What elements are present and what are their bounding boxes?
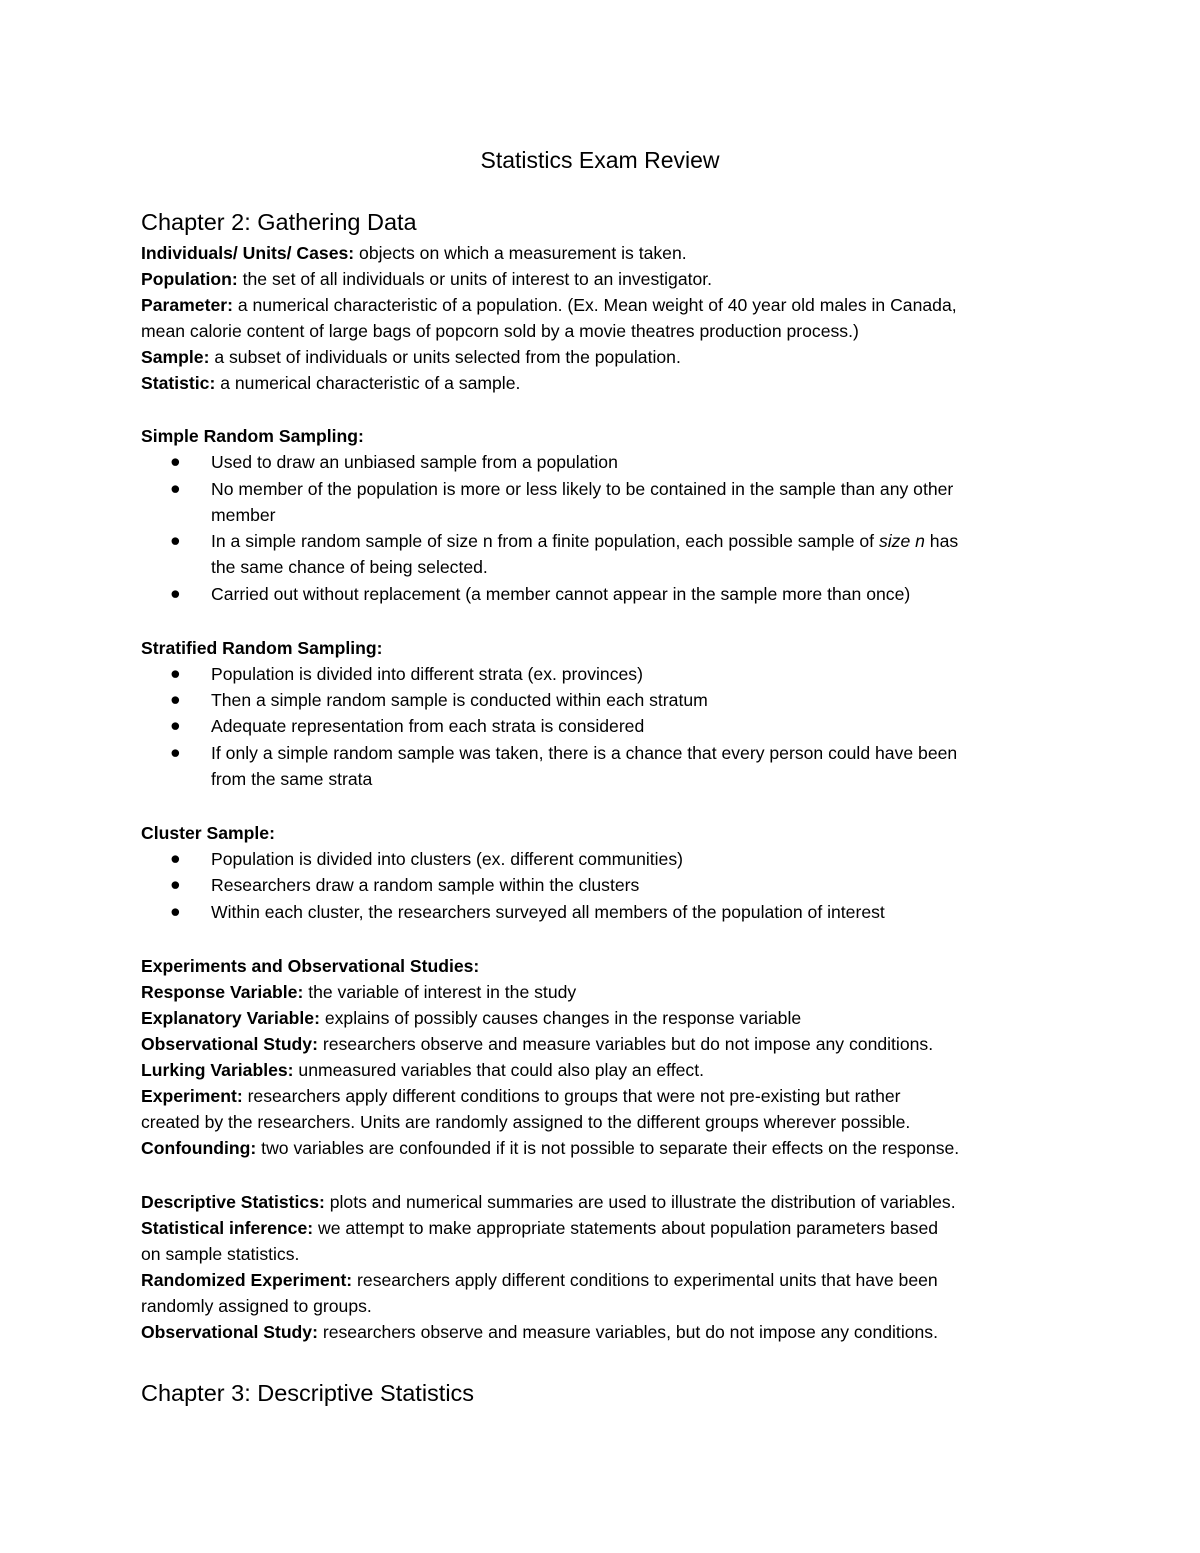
bullet-icon: ● xyxy=(170,848,181,868)
term: Explanatory Variable: xyxy=(141,1008,320,1028)
definition-text: the set of all individuals or units of interest to an investigator. xyxy=(237,269,713,289)
list-item: Researchers draw a random sample within the clusters xyxy=(211,875,640,895)
term: Sample: xyxy=(141,347,210,367)
bullet-icon: ● xyxy=(170,901,181,921)
definition-text: plots and numerical summaries are used to illustrate the distribution of variables. xyxy=(324,1192,956,1212)
definition-explanatory-variable xyxy=(141,1007,801,1029)
heading-text: Experiments and Observational Studies: xyxy=(141,956,480,976)
definition-text: a numerical characteristic of a population. (Ex. Mean weight of 40 year old males in Canada, xyxy=(232,295,957,315)
definition-parameter xyxy=(141,294,957,316)
chapter-2-heading: Chapter 2: Gathering Data xyxy=(141,209,417,235)
bullet-icon: ● xyxy=(170,874,181,894)
definition-text: we attempt to make appropriate statements about population parameters based xyxy=(313,1218,939,1238)
list-item-text: In a simple random sample of size n from a finite population, each possible sample of xyxy=(211,531,879,551)
list-item: Then a simple random sample is conducted within each stratum xyxy=(211,690,708,710)
list-item-continued: the same chance of being selected. xyxy=(211,557,488,577)
term: Observational Study: xyxy=(141,1034,318,1054)
list-item-text: has xyxy=(924,531,959,551)
bullet-icon: ● xyxy=(170,742,181,762)
definition-descriptive-statistics xyxy=(141,1191,956,1213)
heading-text: Simple Random Sampling: xyxy=(141,426,364,446)
list-item: Population is divided into clusters (ex. different communities) xyxy=(211,849,683,869)
definition-response-variable xyxy=(141,981,576,1003)
bullet-icon: ● xyxy=(170,478,181,498)
list-item xyxy=(211,530,958,552)
bullet-icon: ● xyxy=(170,451,181,471)
term: Descriptive Statistics: xyxy=(141,1192,325,1212)
definition-population xyxy=(141,268,712,290)
bullet-icon: ● xyxy=(170,583,181,603)
definition-experiment-continued: created by the researchers. Units are randomly assigned to the different groups wherever possible. xyxy=(141,1112,911,1132)
definition-lurking-variables xyxy=(141,1059,704,1081)
section-heading-simple-random-sampling xyxy=(141,425,364,447)
definition-text: researchers apply different conditions to experimental units that have been xyxy=(352,1270,938,1290)
term: Statistic: xyxy=(141,373,216,393)
section-heading-stratified-random-sampling xyxy=(141,637,382,659)
list-item-continued: member xyxy=(211,505,276,525)
definition-text: researchers apply different conditions to groups that were not pre-existing but rather xyxy=(242,1086,901,1106)
term: Statistical inference: xyxy=(141,1218,314,1238)
bullet-icon: ● xyxy=(170,689,181,709)
list-item: If only a simple random sample was taken, there is a chance that every person could have been xyxy=(211,743,958,763)
bullet-icon: ● xyxy=(170,715,181,735)
definition-individuals xyxy=(141,242,687,264)
term: Confounding: xyxy=(141,1138,257,1158)
definition-parameter-continued: mean calorie content of large bags of popcorn sold by a movie theatres production process.) xyxy=(141,321,859,341)
definition-text: a numerical characteristic of a sample. xyxy=(215,373,521,393)
document-title: Statistics Exam Review xyxy=(480,147,720,173)
term: Randomized Experiment: xyxy=(141,1270,353,1290)
term: Response Variable: xyxy=(141,982,304,1002)
term: Population: xyxy=(141,269,238,289)
definition-sample xyxy=(141,346,681,368)
definition-text: unmeasured variables that could also play an effect. xyxy=(293,1060,704,1080)
list-item: Carried out without replacement (a member cannot appear in the sample more than once) xyxy=(211,584,911,604)
section-heading-cluster-sample xyxy=(141,822,275,844)
definition-text: researchers observe and measure variables but do not impose any conditions. xyxy=(317,1034,934,1054)
definition-observational-study-2 xyxy=(141,1321,938,1343)
list-item: Adequate representation from each strata is considered xyxy=(211,716,645,736)
heading-text: Cluster Sample: xyxy=(141,823,275,843)
definition-experiment xyxy=(141,1085,901,1107)
definition-text: explains of possibly causes changes in the response variable xyxy=(319,1008,802,1028)
definition-text: two variables are confounded if it is not possible to separate their effects on the response. xyxy=(256,1138,960,1158)
heading-text: Stratified Random Sampling: xyxy=(141,638,383,658)
chapter-3-heading: Chapter 3: Descriptive Statistics xyxy=(141,1380,475,1406)
section-heading-experiments xyxy=(141,955,479,977)
list-item: No member of the population is more or less likely to be contained in the sample than any other xyxy=(211,479,954,499)
bullet-icon: ● xyxy=(170,663,181,683)
definition-statistical-inference-continued: on sample statistics. xyxy=(141,1244,300,1264)
definition-text: a subset of individuals or units selected from the population. xyxy=(209,347,681,367)
term: Lurking Variables: xyxy=(141,1060,294,1080)
term: Experiment: xyxy=(141,1086,243,1106)
definition-text: objects on which a measurement is taken. xyxy=(354,243,687,263)
list-item: Population is divided into different strata (ex. provinces) xyxy=(211,664,643,684)
list-item: Within each cluster, the researchers surveyed all members of the population of interest xyxy=(211,902,885,922)
definition-statistical-inference xyxy=(141,1217,938,1239)
term: Parameter: xyxy=(141,295,233,315)
definition-text: researchers observe and measure variables, but do not impose any conditions. xyxy=(317,1322,938,1342)
list-item-continued: from the same strata xyxy=(211,769,373,789)
term: Observational Study: xyxy=(141,1322,318,1342)
definition-statistic xyxy=(141,372,520,394)
term: Individuals/ Units/ Cases: xyxy=(141,243,355,263)
bullet-icon: ● xyxy=(170,530,181,550)
list-item: Used to draw an unbiased sample from a population xyxy=(211,452,618,472)
definition-text: the variable of interest in the study xyxy=(303,982,577,1002)
definition-randomized-experiment-continued: randomly assigned to groups. xyxy=(141,1296,372,1316)
definition-observational-study xyxy=(141,1033,933,1055)
definition-randomized-experiment xyxy=(141,1269,938,1291)
definition-confounding xyxy=(141,1137,959,1159)
list-item-italic-text: size n xyxy=(878,531,925,551)
